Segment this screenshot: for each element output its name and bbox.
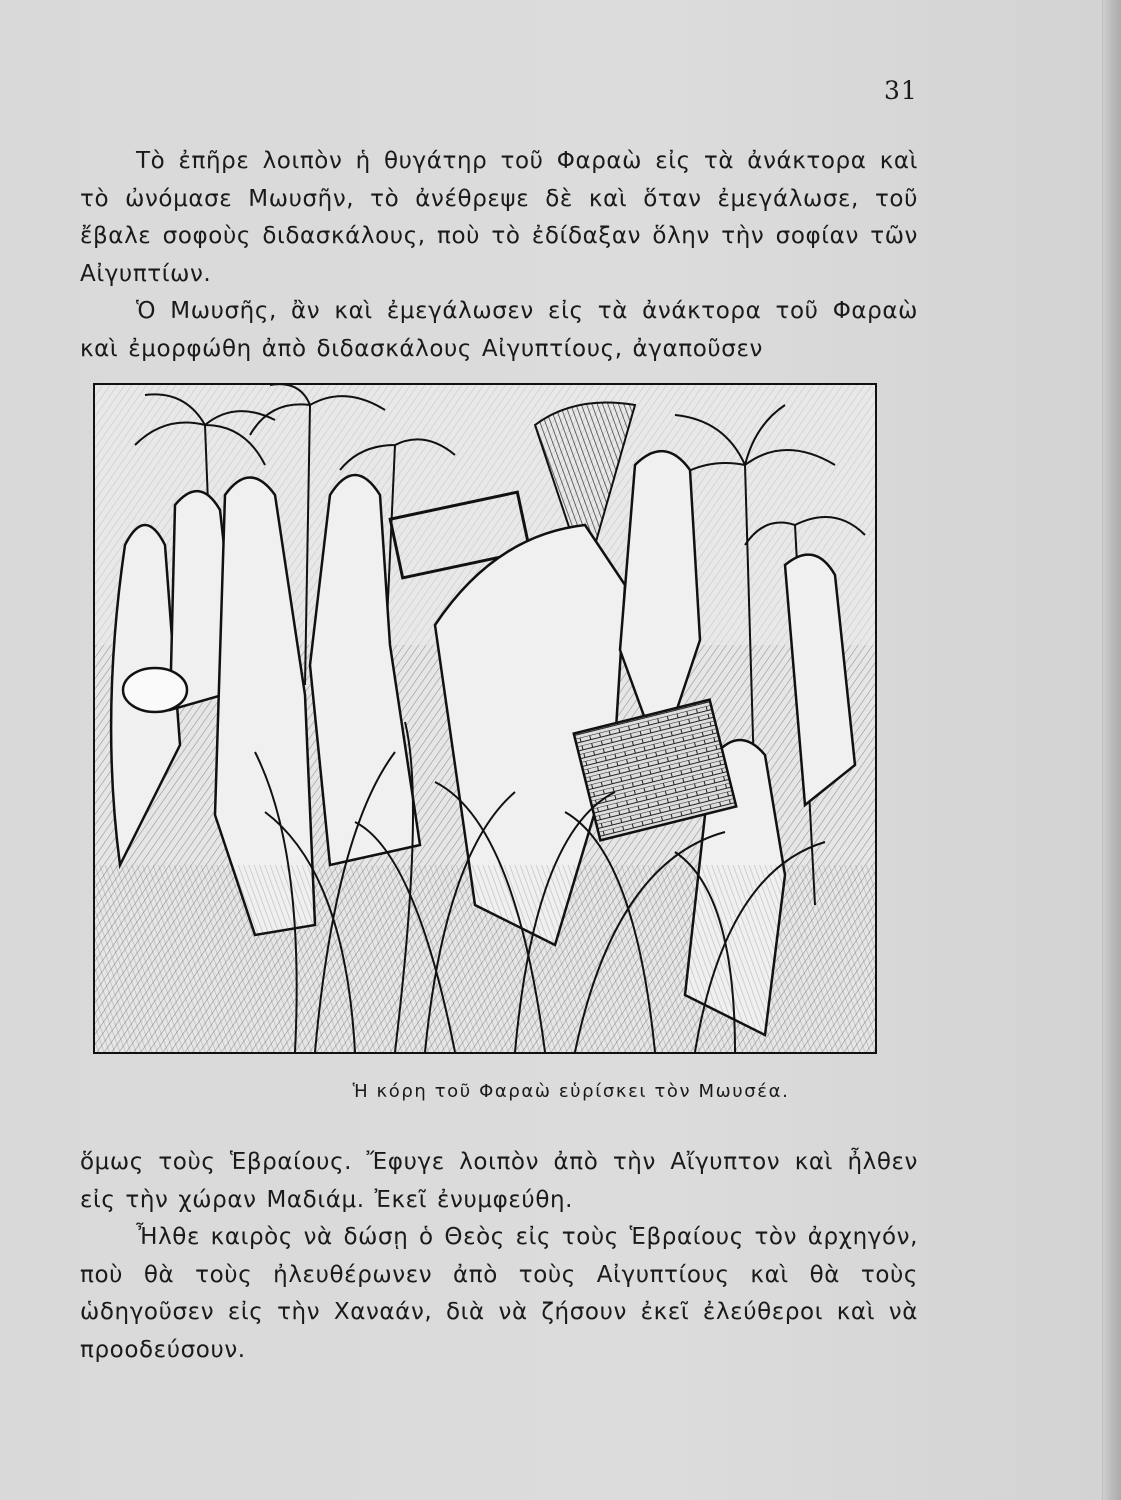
page-edge <box>1102 0 1121 1500</box>
engraving-drawing <box>95 385 875 1052</box>
paragraph-3: ὅμως τοὺς Ἑβραίους. Ἔφυγε λοιπὸν ἀπὸ τὴν Αἴγυπτον καὶ ἦλθεν εἰς τὴν χώραν Μαδιάμ. Ἐκεῖ ἐνυμφεύθη. <box>80 1149 918 1213</box>
paragraph-2: Ὁ Μωυσῆς, ἂν καὶ ἐμεγάλωσεν εἰς τὰ ἀνάκτορα τοῦ Φαραὼ καὶ ἐμορφώθη ἀπὸ διδασκάλους Αἰγυπτίους, ἀγαποῦσεν <box>80 298 918 362</box>
figure-caption: Ἡ κόρη τοῦ Φαραὼ εὑρίσκει τὸν Μωυσέα. <box>352 1081 790 1102</box>
paragraph-4: Ἦλθε καιρὸς νὰ δώσῃ ὁ Θεὸς εἰς τοὺς Ἑβραίους τὸν ἀρχηγόν, ποὺ θὰ τοὺς ἠλευθέρωνεν ἀπὸ τοὺς Αἰγυπτίους καὶ θὰ τοὺς ὡδηγοῦσεν εἰς τὴν Χαναάν, διὰ νὰ ζήσουν ἐκεῖ ἐλεύθεροι καὶ νὰ προοδεύσουν. <box>80 1224 918 1363</box>
engraving-illustration <box>93 383 877 1054</box>
paragraph-1: Τὸ ἐπῆρε λοιπὸν ἡ θυγάτηρ τοῦ Φαραὼ εἰς τὰ ἀνάκτορα καὶ τὸ ὠνόμασε Μωυσῆν, τὸ ἀνέθρεψε δὲ καὶ ὅταν ἐμεγάλωσε, τοῦ ἔβαλε σοφοὺς διδασκάλους, ποὺ τὸ ἐδίδαξαν ὅλην τὴν σοφίαν τῶν Αἰγυπτίων. <box>80 148 918 287</box>
page-number: 31 <box>884 76 918 105</box>
